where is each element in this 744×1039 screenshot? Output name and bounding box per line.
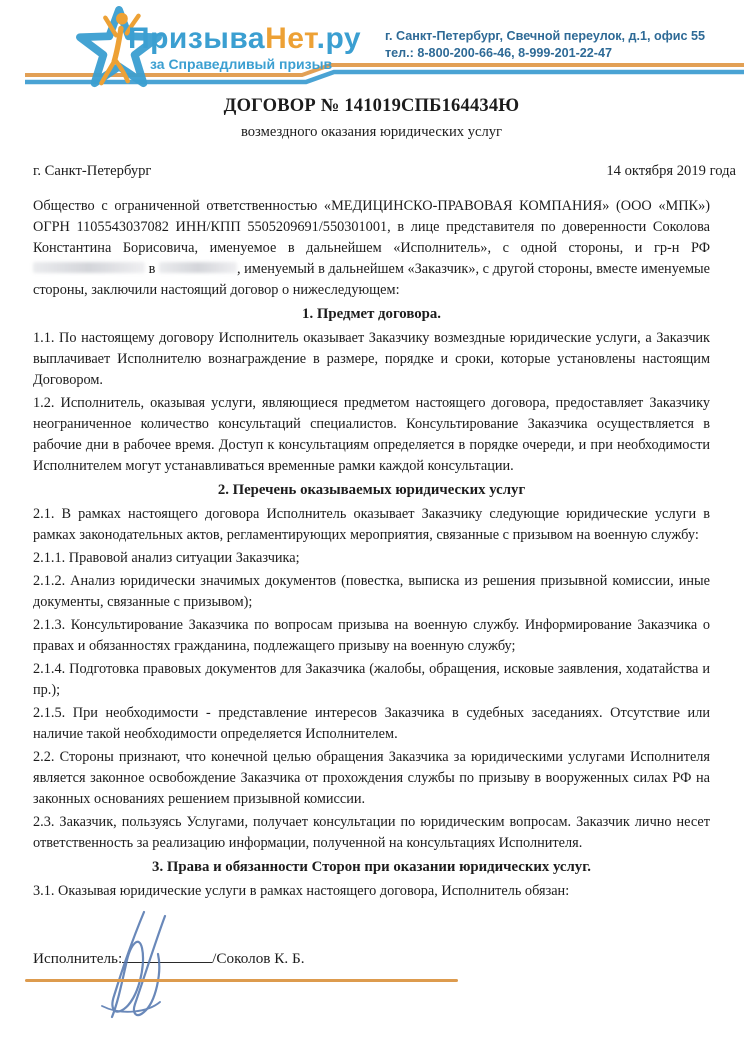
document-title: ДОГОВОР № 141019СПБ164434Ю	[223, 96, 520, 116]
signature-name: /Соколов К. Б.	[212, 950, 305, 967]
clause-1-1: 1.1. По настоящему договору Исполнитель оказывает Заказчику возмездные юридические услуги, а Заказчик выплачивает Исполнителю вознаграждение в размере, порядке и сроки, которые установлены настоящим Договором.	[33, 330, 710, 388]
clause-2-2: 2.2. Стороны признают, что конечной целью обращения Заказчика за юридическими услугами Исполнителя является законное освобождение Заказчика от прохождения службы по призыву в вооруженных силах РФ на законных основаниях решением призывной комиссии.	[33, 749, 710, 807]
brand-tagline: за Справедливый призыв	[150, 56, 333, 72]
contact-phones: тел.: 8-800-200-66-46, 8-999-201-22-47	[385, 46, 613, 60]
brand-part-1: Призыва	[128, 22, 266, 55]
brand-part-2: Нет	[265, 22, 317, 55]
document-city: г. Санкт-Петербург	[33, 163, 152, 179]
footer-accent-line	[25, 979, 458, 982]
document-subtitle: возмездного оказания юридических услуг	[240, 124, 503, 140]
intro-text-1: Общество с ограниченной ответственностью «МЕДИЦИНСКО-ПРАВОВАЯ КОМПАНИЯ» (ООО «МПК») ОГРН 1105543037082 ИНН/КПП 5505209691/550301001, в лице представителя по доверенности Соколова Константина Борисовича, именуемое в дальнейшем «Исполнитель», с одной стороны, и гр-н РФ	[33, 198, 710, 256]
clause-3-1: 3.1. Оказывая юридические услуги в рамках настоящего договора, Исполнитель обязан:	[33, 883, 570, 899]
clause-2-1-1: 2.1.1. Правовой анализ ситуации Заказчика;	[33, 550, 300, 566]
brand-part-3: .ру	[316, 22, 362, 55]
section-heading-2: 2. Перечень оказываемых юридических услуг	[217, 482, 526, 498]
document-date: 14 октября 2019 года	[606, 163, 736, 179]
redacted-name-2	[159, 262, 237, 273]
intro-text-3: , именуемый в дальнейшем «Заказчик», с другой стороны, вместе именуемые стороны, заключили настоящий договор о нижеследующем:	[33, 261, 711, 298]
contact-address: г. Санкт-Петербург, Свечной переулок, д.1, офис 55	[385, 29, 706, 43]
clause-2-1-5: 2.1.5. При необходимости - представление интересов Заказчика в судебных заседаниях. Отсутствие или наличие такой необходимости определяется Исполнителем.	[33, 705, 710, 742]
signature-label: Исполнитель:	[33, 950, 123, 967]
clause-2-3: 2.3. Заказчик, пользуясь Услугами, получает консультации по юридическим вопросам. Заказчик лично несет ответственность за реализацию информации, полученной на консультациях Исполнителя.	[33, 814, 710, 851]
redacted-name-1	[33, 262, 145, 273]
section-heading-3: 3. Права и обязанности Сторон при оказании юридических услуг.	[152, 859, 591, 875]
letterhead	[0, 0, 744, 95]
city-date-row	[33, 163, 736, 180]
document-body	[33, 96, 736, 904]
clause-2-1-4: 2.1.4. Подготовка правовых документов для Заказчика (жалобы, обращения, исковые заявления, ходатайства и пр.);	[33, 661, 710, 698]
intro-text-2: в	[148, 261, 156, 277]
clause-2-1: 2.1. В рамках настоящего договора Исполнитель оказывает Заказчику следующие юридические услуги в рамках законодательных актов, регламентирующих мероприятия, связанные с призывом на военную службу:	[33, 506, 710, 543]
section-heading-1: 1. Предмет договора.	[302, 306, 441, 322]
handwritten-signature	[86, 908, 194, 1020]
intro-paragraph	[33, 196, 710, 301]
clause-2-1-3: 2.1.3. Консультирование Заказчика по вопросам призыва на военную службу. Информирование Заказчика о правах и обязанностях гражданина, подлежащего призыву на военную службу;	[33, 617, 710, 654]
clause-1-2: 1.2. Исполнитель, оказывая услуги, являющиеся предметом настоящего договора, предоставляет Заказчику неограниченное количество консультаций специалистов. Консультирование Заказчика осуществляется в рабочие дни в рабочее время. Доступ к консультациям определяется в порядке очереди, и при необходимости Исполнителем могут устанавливаться временные рамки каждой консультации.	[33, 395, 710, 474]
contact-block	[385, 28, 705, 62]
clause-2-1-2: 2.1.2. Анализ юридически значимых документов (повестка, выписка из решения призывной комиссии, иные документы, связанные с призывом);	[33, 573, 710, 610]
brand-wordmark	[128, 24, 361, 54]
